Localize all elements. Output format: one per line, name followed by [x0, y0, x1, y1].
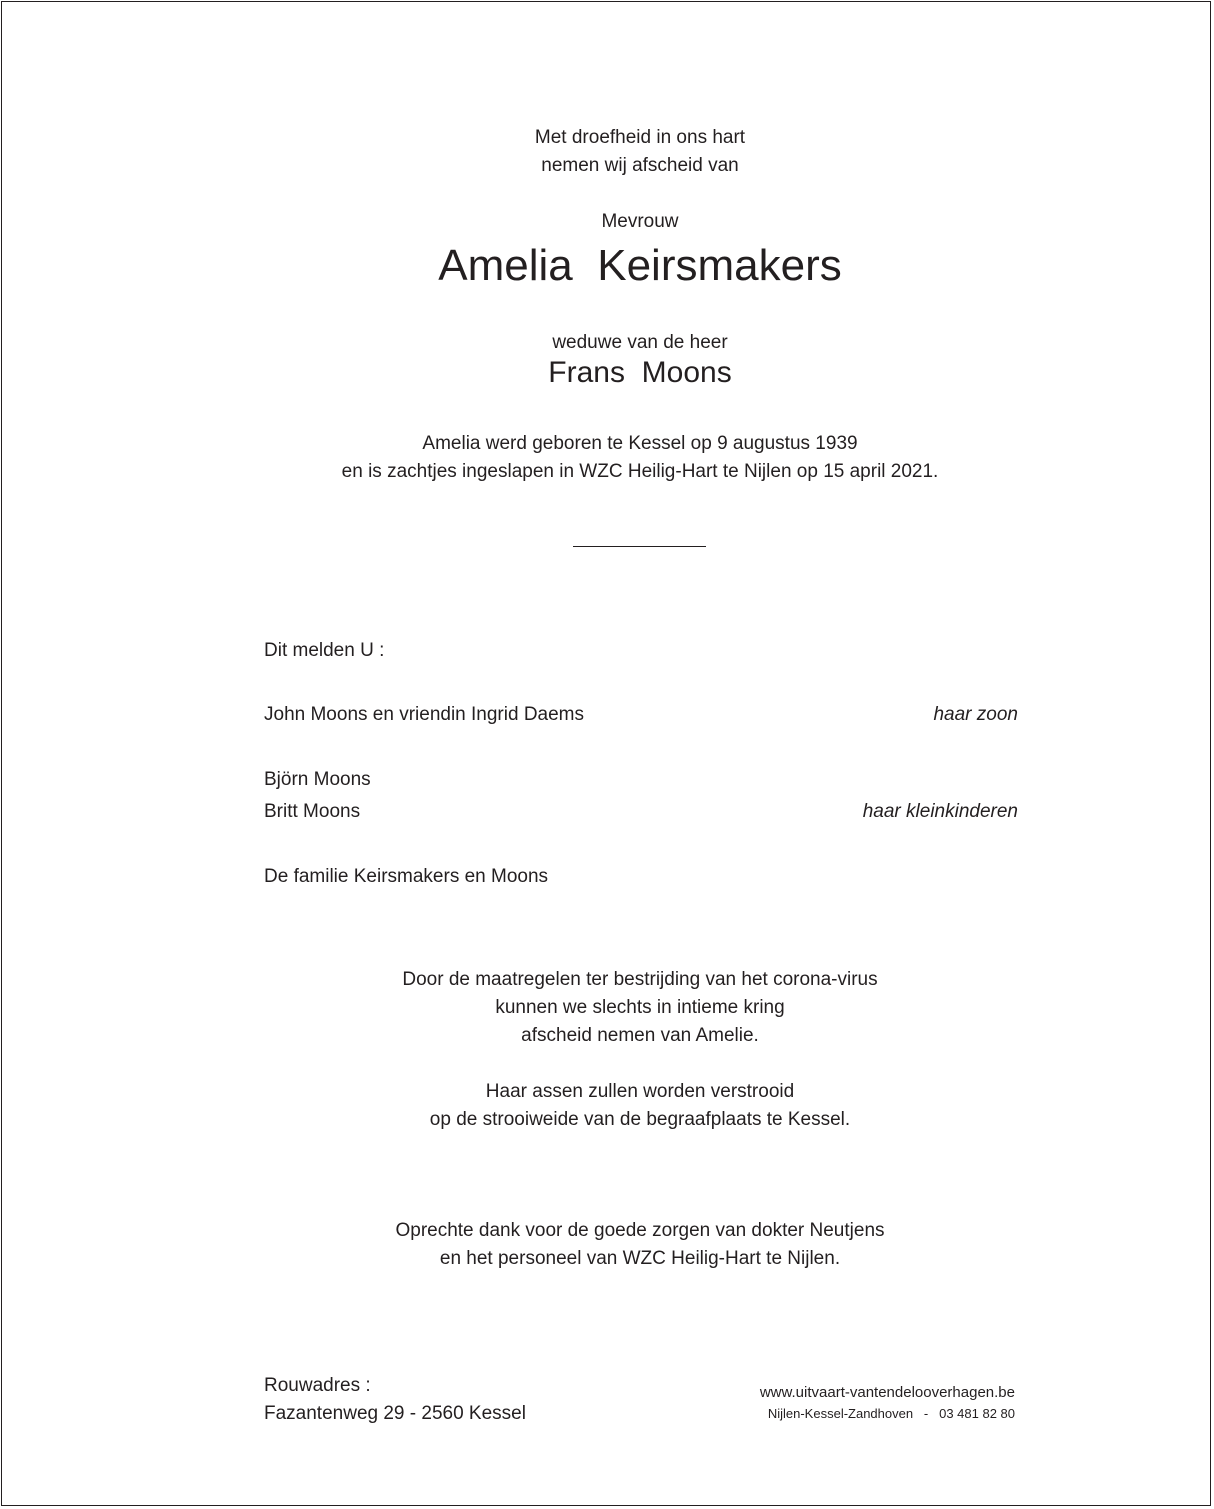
deceased-title: Mevrouw	[601, 211, 679, 232]
ashes-line: op de strooiweide van de begraafplaats te Kessel.	[429, 1109, 851, 1130]
mourning-address: Fazantenweg 29 - 2560 Kessel	[264, 1403, 526, 1424]
family-member-name: John Moons en vriendin Ingrid Daems	[264, 704, 585, 725]
thanks-text	[0, 1217, 1214, 1273]
family-member-relation: haar kleinkinderen	[862, 801, 1018, 822]
announcement-heading: Dit melden U :	[264, 640, 385, 661]
deceased-name: Amelia Keirsmakers	[438, 241, 842, 290]
thanks-line: Oprechte dank voor de goede zorgen van dokter Neutjens	[395, 1220, 885, 1241]
funeral-home-website: www.uitvaart-vantendelooverhagen.be	[759, 1384, 1015, 1401]
notice-text	[0, 966, 1214, 1050]
notice-line: kunnen we slechts in intieme kring	[495, 997, 785, 1018]
family-member-name: Björn Moons	[264, 769, 371, 790]
notice-line: afscheid nemen van Amelie.	[521, 1025, 759, 1046]
funeral-home-contact: Nijlen-Kessel-Zandhoven - 03 481 82 80	[767, 1406, 1015, 1421]
life-dates	[0, 430, 1214, 486]
intro-line-2: nemen wij afscheid van	[541, 155, 739, 176]
birth-line: Amelia werd geboren te Kessel op 9 augustus 1939	[422, 433, 858, 454]
ashes-text	[0, 1078, 1214, 1134]
mourning-address-label: Rouwadres :	[264, 1375, 371, 1396]
intro-line-1: Met droefheid in ons hart	[534, 127, 746, 148]
ashes-line: Haar assen zullen worden verstrooid	[485, 1081, 795, 1102]
notice-line: Door de maatregelen ter bestrijding van het corona-virus	[402, 969, 878, 990]
family-member-relation: haar zoon	[933, 704, 1018, 725]
intro-text	[0, 124, 1214, 180]
family-member-name: Britt Moons	[264, 801, 361, 822]
divider-rule	[573, 546, 706, 547]
family-member-name: De familie Keirsmakers en Moons	[264, 866, 549, 887]
death-line: en is zachtjes ingeslapen in WZC Heilig-Hart te Nijlen op 15 april 2021.	[341, 461, 939, 482]
spouse-relation: weduwe van de heer	[552, 332, 728, 353]
thanks-line: en het personeel van WZC Heilig-Hart te Nijlen.	[439, 1248, 841, 1269]
spouse-name: Frans Moons	[548, 356, 732, 389]
